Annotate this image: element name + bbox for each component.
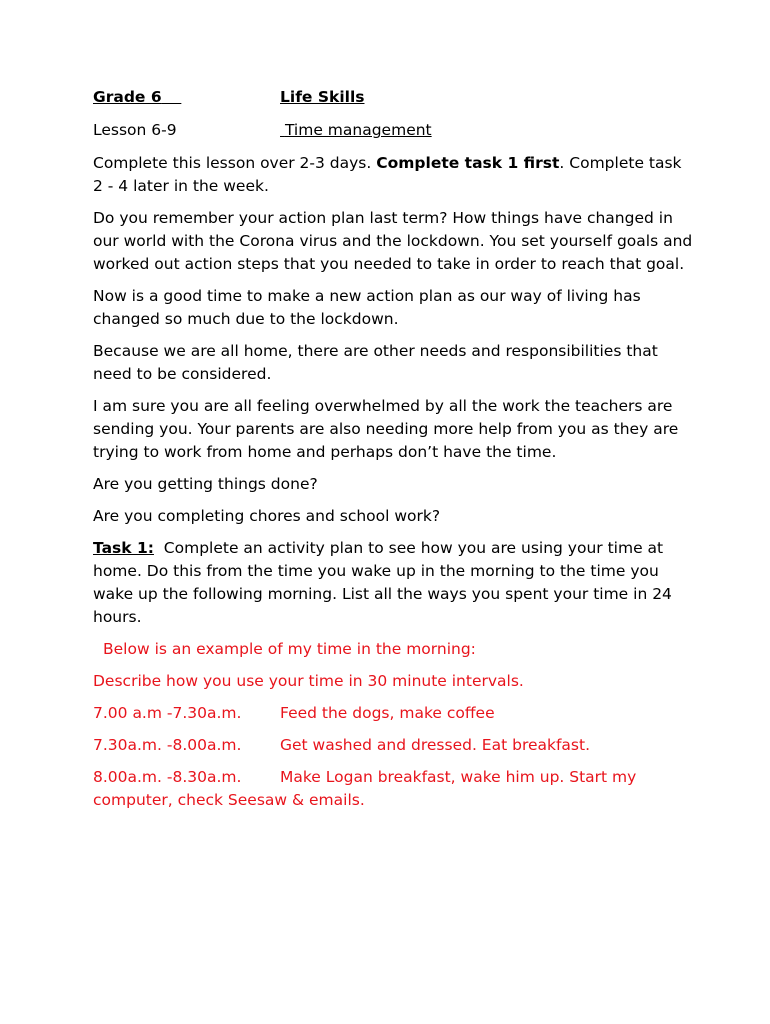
grade-text: Grade 6 (93, 88, 162, 106)
task1-text: Complete an activity plan to see how you are using your time at home. Do this from the time you wake up in the morning to the time you wake up the following morning. List all the ways you spent your time in 24 hours. (93, 539, 677, 626)
task1-label: Task 1: (93, 539, 154, 557)
paragraph-home-needs: Because we are all home, there are other needs and responsibilities that need to be considered. (93, 342, 658, 383)
schedule-activity: Get washed and dressed. Eat breakfast. (280, 736, 591, 754)
document-page (93, 86, 693, 821)
schedule-entry (93, 734, 693, 757)
lesson-label: Lesson 6-9 (93, 121, 177, 139)
header-row-1 (93, 86, 693, 109)
schedule-activity: Feed the dogs, make coffee (280, 704, 495, 722)
intro-paragraph (93, 152, 693, 198)
intro-text: Complete this lesson over 2-3 days. (93, 154, 377, 172)
schedule-time: 7.00 a.m -7.30a.m. (93, 704, 242, 722)
grade-underline-pad (162, 88, 182, 106)
schedule-entry (93, 766, 693, 812)
topic-value: Time management (284, 121, 432, 139)
intro-after-text: . Complete task 2 - 4 later in the week. (93, 154, 682, 195)
schedule-time: 7.30a.m. -8.00a.m. (93, 736, 242, 754)
header-row-2 (93, 119, 693, 142)
grade-label (93, 86, 280, 109)
question-chores: Are you completing chores and school work? (93, 507, 441, 525)
paragraph-new-plan: Now is a good time to make a new action plan as our way of living has changed so much due to the lockdown. (93, 287, 641, 328)
subject-label (280, 86, 364, 109)
paragraph-overwhelmed: I am sure you are all feeling overwhelmed by all the work the teachers are sending you. Your parents are also needing more help from you as they are trying to work from home and perhaps don’t have the time. (93, 397, 679, 461)
paragraph-action-plan: Do you remember your action plan last term? How things have changed in our world with the Corona virus and the lockdown. You set yourself goals and worked out action steps that you needed to take in order to reach that goal. (93, 209, 693, 273)
intro-bold-text: Complete task 1 first (376, 154, 560, 172)
schedule-activity: Make Logan breakfast, wake him up. Start my computer, check Seesaw & emails. (93, 768, 637, 809)
subject-text: Life Skills (280, 88, 365, 106)
example-instruction: Describe how you use your time in 30 minute intervals. (93, 672, 524, 690)
schedule-time: 8.00a.m. -8.30a.m. (93, 768, 242, 786)
schedule-entry (93, 702, 693, 725)
topic-label (280, 119, 432, 142)
example-heading: Below is an example of my time in the morning: (103, 640, 476, 658)
topic-text (280, 121, 432, 139)
task1-paragraph (93, 537, 693, 629)
question-things-done: Are you getting things done? (93, 475, 318, 493)
